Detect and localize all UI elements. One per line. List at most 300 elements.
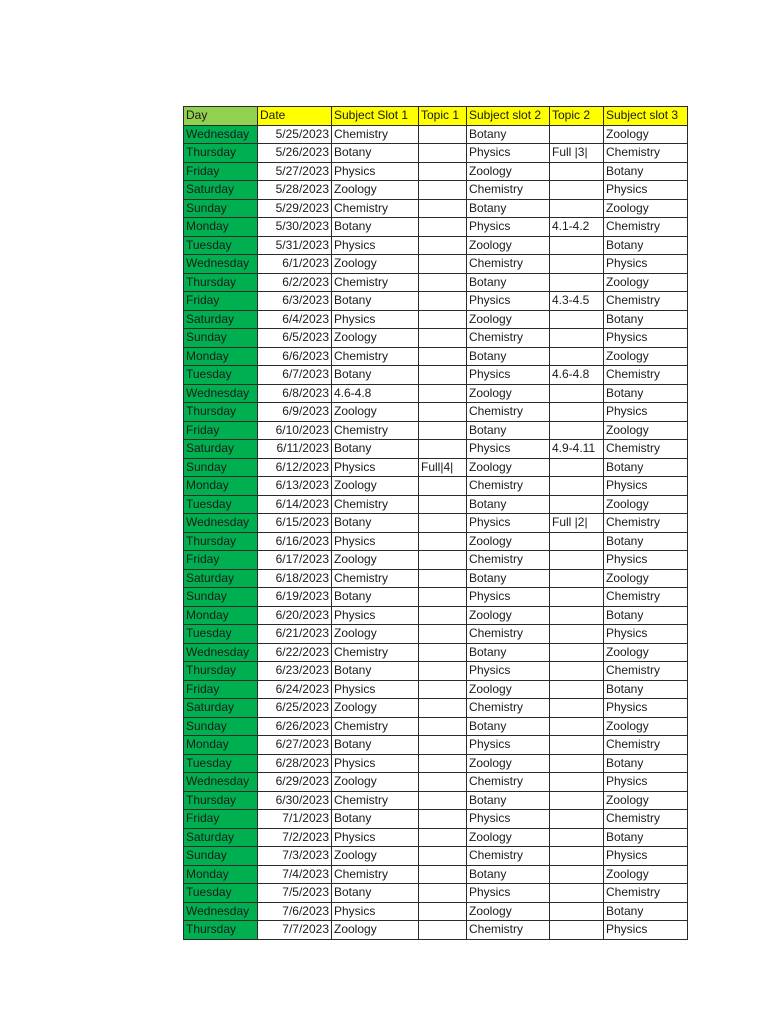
- date-cell: 7/7/2023: [258, 921, 332, 940]
- day-cell: Friday: [184, 421, 258, 440]
- subject-slot-1-cell: Zoology: [332, 181, 419, 200]
- subject-slot-1-cell: Chemistry: [332, 865, 419, 884]
- date-cell: 5/27/2023: [258, 162, 332, 181]
- subject-slot-3-cell: Physics: [604, 181, 688, 200]
- day-cell: Saturday: [184, 310, 258, 329]
- topic-2-cell: [550, 902, 604, 921]
- day-cell: Sunday: [184, 458, 258, 477]
- subject-slot-2-cell: Physics: [467, 662, 550, 681]
- subject-slot-2-cell: Chemistry: [467, 181, 550, 200]
- header-topic-2: Topic 2: [550, 107, 604, 126]
- day-cell: Monday: [184, 606, 258, 625]
- topic-1-cell: [419, 847, 467, 866]
- day-cell: Monday: [184, 736, 258, 755]
- subject-slot-2-cell: Physics: [467, 514, 550, 533]
- date-cell: 7/1/2023: [258, 810, 332, 829]
- date-cell: 5/30/2023: [258, 218, 332, 237]
- subject-slot-1-cell: Botany: [332, 292, 419, 311]
- subject-slot-2-cell: Chemistry: [467, 403, 550, 422]
- day-cell: Friday: [184, 680, 258, 699]
- subject-slot-2-cell: Botany: [467, 199, 550, 218]
- subject-slot-2-cell: Zoology: [467, 606, 550, 625]
- table-row: [184, 791, 688, 810]
- subject-slot-3-cell: Chemistry: [604, 884, 688, 903]
- topic-2-cell: Full |2|: [550, 514, 604, 533]
- date-cell: 5/31/2023: [258, 236, 332, 255]
- topic-1-cell: [419, 255, 467, 274]
- subject-slot-2-cell: Physics: [467, 366, 550, 385]
- subject-slot-3-cell: Physics: [604, 847, 688, 866]
- table-body: [184, 125, 688, 939]
- date-cell: 6/6/2023: [258, 347, 332, 366]
- topic-2-cell: [550, 162, 604, 181]
- subject-slot-3-cell: Botany: [604, 310, 688, 329]
- subject-slot-3-cell: Botany: [604, 532, 688, 551]
- subject-slot-2-cell: Zoology: [467, 902, 550, 921]
- table-row: [184, 347, 688, 366]
- subject-slot-1-cell: Botany: [332, 884, 419, 903]
- subject-slot-1-cell: Zoology: [332, 477, 419, 496]
- table-row: [184, 606, 688, 625]
- day-cell: Thursday: [184, 532, 258, 551]
- subject-slot-3-cell: Chemistry: [604, 440, 688, 459]
- day-cell: Wednesday: [184, 514, 258, 533]
- subject-slot-1-cell: Zoology: [332, 847, 419, 866]
- topic-1-cell: [419, 773, 467, 792]
- day-cell: Sunday: [184, 329, 258, 348]
- day-cell: Wednesday: [184, 773, 258, 792]
- date-cell: 6/2/2023: [258, 273, 332, 292]
- subject-slot-3-cell: Zoology: [604, 495, 688, 514]
- topic-2-cell: [550, 255, 604, 274]
- table-row: [184, 181, 688, 200]
- subject-slot-2-cell: Zoology: [467, 754, 550, 773]
- subject-slot-3-cell: Zoology: [604, 717, 688, 736]
- subject-slot-2-cell: Chemistry: [467, 699, 550, 718]
- topic-1-cell: [419, 403, 467, 422]
- subject-slot-2-cell: Botany: [467, 495, 550, 514]
- subject-slot-2-cell: Zoology: [467, 310, 550, 329]
- date-cell: 6/15/2023: [258, 514, 332, 533]
- topic-1-cell: [419, 662, 467, 681]
- table-row: [184, 865, 688, 884]
- subject-slot-2-cell: Botany: [467, 273, 550, 292]
- subject-slot-1-cell: Physics: [332, 680, 419, 699]
- topic-2-cell: 4.9-4.11: [550, 440, 604, 459]
- subject-slot-1-cell: Chemistry: [332, 199, 419, 218]
- topic-2-cell: [550, 921, 604, 940]
- table-row: [184, 847, 688, 866]
- topic-2-cell: Full |3|: [550, 144, 604, 163]
- subject-slot-1-cell: Botany: [332, 218, 419, 237]
- subject-slot-1-cell: Physics: [332, 162, 419, 181]
- subject-slot-2-cell: Chemistry: [467, 255, 550, 274]
- topic-1-cell: [419, 273, 467, 292]
- table-row: [184, 236, 688, 255]
- topic-2-cell: [550, 421, 604, 440]
- header-day: Day: [184, 107, 258, 126]
- subject-slot-3-cell: Zoology: [604, 421, 688, 440]
- subject-slot-2-cell: Botany: [467, 791, 550, 810]
- day-cell: Thursday: [184, 273, 258, 292]
- day-cell: Thursday: [184, 791, 258, 810]
- subject-slot-3-cell: Chemistry: [604, 588, 688, 607]
- topic-2-cell: [550, 791, 604, 810]
- subject-slot-3-cell: Chemistry: [604, 514, 688, 533]
- topic-1-cell: [419, 162, 467, 181]
- subject-slot-2-cell: Zoology: [467, 828, 550, 847]
- topic-1-cell: [419, 680, 467, 699]
- subject-slot-3-cell: Chemistry: [604, 292, 688, 311]
- date-cell: 6/10/2023: [258, 421, 332, 440]
- topic-1-cell: [419, 292, 467, 311]
- subject-slot-1-cell: Botany: [332, 366, 419, 385]
- topic-2-cell: [550, 588, 604, 607]
- topic-2-cell: 4.3-4.5: [550, 292, 604, 311]
- date-cell: 6/26/2023: [258, 717, 332, 736]
- table-row: [184, 477, 688, 496]
- date-cell: 6/9/2023: [258, 403, 332, 422]
- day-cell: Wednesday: [184, 384, 258, 403]
- subject-slot-1-cell: Botany: [332, 662, 419, 681]
- table-row: [184, 625, 688, 644]
- table-row: [184, 292, 688, 311]
- subject-slot-2-cell: Chemistry: [467, 921, 550, 940]
- topic-1-cell: [419, 569, 467, 588]
- topic-1-cell: [419, 625, 467, 644]
- subject-slot-1-cell: Zoology: [332, 773, 419, 792]
- table-row: [184, 162, 688, 181]
- subject-slot-3-cell: Zoology: [604, 791, 688, 810]
- topic-1-cell: [419, 606, 467, 625]
- subject-slot-2-cell: Physics: [467, 144, 550, 163]
- header-subject-slot-3: Subject slot 3: [604, 107, 688, 126]
- topic-1-cell: [419, 643, 467, 662]
- subject-slot-2-cell: Zoology: [467, 236, 550, 255]
- day-cell: Monday: [184, 347, 258, 366]
- subject-slot-3-cell: Chemistry: [604, 662, 688, 681]
- topic-2-cell: 4.6-4.8: [550, 366, 604, 385]
- table-row: [184, 717, 688, 736]
- subject-slot-3-cell: Physics: [604, 329, 688, 348]
- day-cell: Tuesday: [184, 884, 258, 903]
- subject-slot-1-cell: Chemistry: [332, 717, 419, 736]
- subject-slot-2-cell: Zoology: [467, 532, 550, 551]
- subject-slot-3-cell: Botany: [604, 384, 688, 403]
- subject-slot-3-cell: Botany: [604, 458, 688, 477]
- subject-slot-1-cell: Physics: [332, 458, 419, 477]
- table-row: [184, 699, 688, 718]
- date-cell: 6/17/2023: [258, 551, 332, 570]
- table-row: [184, 921, 688, 940]
- day-cell: Saturday: [184, 828, 258, 847]
- table-row: [184, 125, 688, 144]
- table-row: [184, 643, 688, 662]
- day-cell: Sunday: [184, 847, 258, 866]
- subject-slot-2-cell: Physics: [467, 588, 550, 607]
- day-cell: Tuesday: [184, 366, 258, 385]
- header-subject-slot-1: Subject Slot 1: [332, 107, 419, 126]
- subject-slot-2-cell: Chemistry: [467, 329, 550, 348]
- table-row: [184, 902, 688, 921]
- table-row: [184, 662, 688, 681]
- topic-2-cell: [550, 884, 604, 903]
- topic-2-cell: 4.1-4.2: [550, 218, 604, 237]
- day-cell: Friday: [184, 551, 258, 570]
- subject-slot-1-cell: Physics: [332, 606, 419, 625]
- topic-2-cell: [550, 551, 604, 570]
- subject-slot-1-cell: Zoology: [332, 625, 419, 644]
- subject-slot-3-cell: Physics: [604, 773, 688, 792]
- table-row: [184, 440, 688, 459]
- subject-slot-2-cell: Chemistry: [467, 847, 550, 866]
- topic-1-cell: [419, 902, 467, 921]
- topic-1-cell: [419, 144, 467, 163]
- topic-1-cell: [419, 384, 467, 403]
- day-cell: Friday: [184, 810, 258, 829]
- subject-slot-3-cell: Physics: [604, 403, 688, 422]
- subject-slot-2-cell: Botany: [467, 643, 550, 662]
- topic-2-cell: [550, 458, 604, 477]
- date-cell: 6/4/2023: [258, 310, 332, 329]
- day-cell: Saturday: [184, 569, 258, 588]
- subject-slot-1-cell: Botany: [332, 144, 419, 163]
- topic-2-cell: [550, 865, 604, 884]
- day-cell: Tuesday: [184, 754, 258, 773]
- subject-slot-1-cell: Chemistry: [332, 273, 419, 292]
- date-cell: 6/19/2023: [258, 588, 332, 607]
- subject-slot-1-cell: Botany: [332, 810, 419, 829]
- topic-1-cell: [419, 218, 467, 237]
- table-row: [184, 569, 688, 588]
- topic-2-cell: [550, 477, 604, 496]
- topic-2-cell: [550, 199, 604, 218]
- table-row: [184, 810, 688, 829]
- date-cell: 6/29/2023: [258, 773, 332, 792]
- table-row: [184, 736, 688, 755]
- table-row: [184, 773, 688, 792]
- table-row: [184, 384, 688, 403]
- topic-2-cell: [550, 347, 604, 366]
- topic-2-cell: [550, 532, 604, 551]
- day-cell: Monday: [184, 218, 258, 237]
- topic-1-cell: [419, 791, 467, 810]
- day-cell: Saturday: [184, 181, 258, 200]
- subject-slot-1-cell: Chemistry: [332, 421, 419, 440]
- subject-slot-2-cell: Botany: [467, 421, 550, 440]
- topic-2-cell: [550, 717, 604, 736]
- subject-slot-1-cell: 4.6-4.8: [332, 384, 419, 403]
- subject-slot-3-cell: Physics: [604, 255, 688, 274]
- date-cell: 5/29/2023: [258, 199, 332, 218]
- table-row: [184, 403, 688, 422]
- topic-1-cell: [419, 717, 467, 736]
- subject-slot-1-cell: Chemistry: [332, 791, 419, 810]
- subject-slot-2-cell: Zoology: [467, 458, 550, 477]
- date-cell: 5/26/2023: [258, 144, 332, 163]
- topic-2-cell: [550, 662, 604, 681]
- subject-slot-1-cell: Zoology: [332, 403, 419, 422]
- topic-1-cell: [419, 310, 467, 329]
- date-cell: 7/6/2023: [258, 902, 332, 921]
- table-row: [184, 514, 688, 533]
- date-cell: 6/23/2023: [258, 662, 332, 681]
- date-cell: 6/1/2023: [258, 255, 332, 274]
- topic-2-cell: [550, 495, 604, 514]
- date-cell: 6/22/2023: [258, 643, 332, 662]
- date-cell: 6/21/2023: [258, 625, 332, 644]
- subject-slot-1-cell: Physics: [332, 310, 419, 329]
- subject-slot-1-cell: Botany: [332, 736, 419, 755]
- topic-2-cell: [550, 606, 604, 625]
- subject-slot-3-cell: Zoology: [604, 273, 688, 292]
- topic-1-cell: [419, 366, 467, 385]
- topic-2-cell: [550, 403, 604, 422]
- date-cell: 6/11/2023: [258, 440, 332, 459]
- subject-slot-1-cell: Zoology: [332, 255, 419, 274]
- topic-2-cell: [550, 181, 604, 200]
- topic-2-cell: [550, 569, 604, 588]
- topic-1-cell: [419, 828, 467, 847]
- date-cell: 6/18/2023: [258, 569, 332, 588]
- subject-slot-3-cell: Botany: [604, 162, 688, 181]
- topic-2-cell: [550, 754, 604, 773]
- subject-slot-3-cell: Physics: [604, 921, 688, 940]
- subject-slot-2-cell: Physics: [467, 884, 550, 903]
- topic-2-cell: [550, 310, 604, 329]
- day-cell: Thursday: [184, 921, 258, 940]
- topic-2-cell: [550, 680, 604, 699]
- topic-1-cell: [419, 421, 467, 440]
- subject-slot-1-cell: Botany: [332, 440, 419, 459]
- day-cell: Saturday: [184, 699, 258, 718]
- subject-slot-1-cell: Physics: [332, 236, 419, 255]
- day-cell: Thursday: [184, 662, 258, 681]
- subject-slot-3-cell: Chemistry: [604, 736, 688, 755]
- topic-1-cell: [419, 588, 467, 607]
- date-cell: 6/14/2023: [258, 495, 332, 514]
- subject-slot-2-cell: Zoology: [467, 162, 550, 181]
- table-row: [184, 458, 688, 477]
- subject-slot-2-cell: Chemistry: [467, 625, 550, 644]
- date-cell: 6/5/2023: [258, 329, 332, 348]
- subject-slot-2-cell: Botany: [467, 569, 550, 588]
- subject-slot-3-cell: Botany: [604, 680, 688, 699]
- date-cell: 6/7/2023: [258, 366, 332, 385]
- date-cell: 6/3/2023: [258, 292, 332, 311]
- subject-slot-3-cell: Zoology: [604, 199, 688, 218]
- topic-2-cell: [550, 384, 604, 403]
- date-cell: 5/25/2023: [258, 125, 332, 144]
- topic-2-cell: [550, 273, 604, 292]
- subject-slot-2-cell: Chemistry: [467, 551, 550, 570]
- subject-slot-1-cell: Chemistry: [332, 125, 419, 144]
- date-cell: 7/4/2023: [258, 865, 332, 884]
- subject-slot-1-cell: Botany: [332, 588, 419, 607]
- subject-slot-3-cell: Physics: [604, 551, 688, 570]
- day-cell: Saturday: [184, 440, 258, 459]
- table-row: [184, 754, 688, 773]
- table-row: [184, 255, 688, 274]
- date-cell: 6/16/2023: [258, 532, 332, 551]
- topic-1-cell: [419, 551, 467, 570]
- subject-slot-2-cell: Physics: [467, 736, 550, 755]
- topic-1-cell: [419, 699, 467, 718]
- subject-slot-3-cell: Zoology: [604, 569, 688, 588]
- topic-2-cell: [550, 810, 604, 829]
- subject-slot-2-cell: Botany: [467, 347, 550, 366]
- date-cell: 6/28/2023: [258, 754, 332, 773]
- subject-slot-3-cell: Physics: [604, 699, 688, 718]
- header-row: [184, 107, 688, 126]
- subject-slot-2-cell: Physics: [467, 810, 550, 829]
- subject-slot-3-cell: Chemistry: [604, 366, 688, 385]
- subject-slot-1-cell: Physics: [332, 754, 419, 773]
- subject-slot-1-cell: Zoology: [332, 329, 419, 348]
- subject-slot-2-cell: Physics: [467, 292, 550, 311]
- subject-slot-2-cell: Physics: [467, 218, 550, 237]
- date-cell: 5/28/2023: [258, 181, 332, 200]
- table-row: [184, 199, 688, 218]
- subject-slot-2-cell: Botany: [467, 125, 550, 144]
- date-cell: 6/25/2023: [258, 699, 332, 718]
- topic-1-cell: [419, 865, 467, 884]
- day-cell: Tuesday: [184, 625, 258, 644]
- day-cell: Sunday: [184, 717, 258, 736]
- day-cell: Friday: [184, 162, 258, 181]
- topic-2-cell: [550, 773, 604, 792]
- topic-1-cell: [419, 329, 467, 348]
- subject-slot-3-cell: Botany: [604, 606, 688, 625]
- subject-slot-1-cell: Chemistry: [332, 495, 419, 514]
- subject-slot-3-cell: Zoology: [604, 347, 688, 366]
- topic-2-cell: [550, 329, 604, 348]
- topic-1-cell: [419, 884, 467, 903]
- subject-slot-2-cell: Chemistry: [467, 477, 550, 496]
- day-cell: Wednesday: [184, 902, 258, 921]
- subject-slot-3-cell: Chemistry: [604, 218, 688, 237]
- topic-2-cell: [550, 125, 604, 144]
- subject-slot-1-cell: Chemistry: [332, 347, 419, 366]
- day-cell: Tuesday: [184, 495, 258, 514]
- subject-slot-3-cell: Botany: [604, 902, 688, 921]
- subject-slot-1-cell: Zoology: [332, 699, 419, 718]
- subject-slot-1-cell: Chemistry: [332, 569, 419, 588]
- subject-slot-3-cell: Physics: [604, 625, 688, 644]
- subject-slot-3-cell: Zoology: [604, 643, 688, 662]
- table-row: [184, 828, 688, 847]
- topic-1-cell: [419, 532, 467, 551]
- subject-slot-1-cell: Zoology: [332, 551, 419, 570]
- table-row: [184, 329, 688, 348]
- topic-1-cell: [419, 236, 467, 255]
- topic-2-cell: [550, 699, 604, 718]
- subject-slot-3-cell: Physics: [604, 477, 688, 496]
- topic-1-cell: [419, 347, 467, 366]
- header-subject-slot-2: Subject slot 2: [467, 107, 550, 126]
- topic-1-cell: [419, 921, 467, 940]
- day-cell: Thursday: [184, 403, 258, 422]
- schedule-table: [183, 106, 688, 940]
- table-row: [184, 551, 688, 570]
- topic-2-cell: [550, 847, 604, 866]
- date-cell: 6/20/2023: [258, 606, 332, 625]
- subject-slot-2-cell: Chemistry: [467, 773, 550, 792]
- subject-slot-3-cell: Botany: [604, 828, 688, 847]
- day-cell: Sunday: [184, 199, 258, 218]
- topic-1-cell: [419, 181, 467, 200]
- day-cell: Wednesday: [184, 125, 258, 144]
